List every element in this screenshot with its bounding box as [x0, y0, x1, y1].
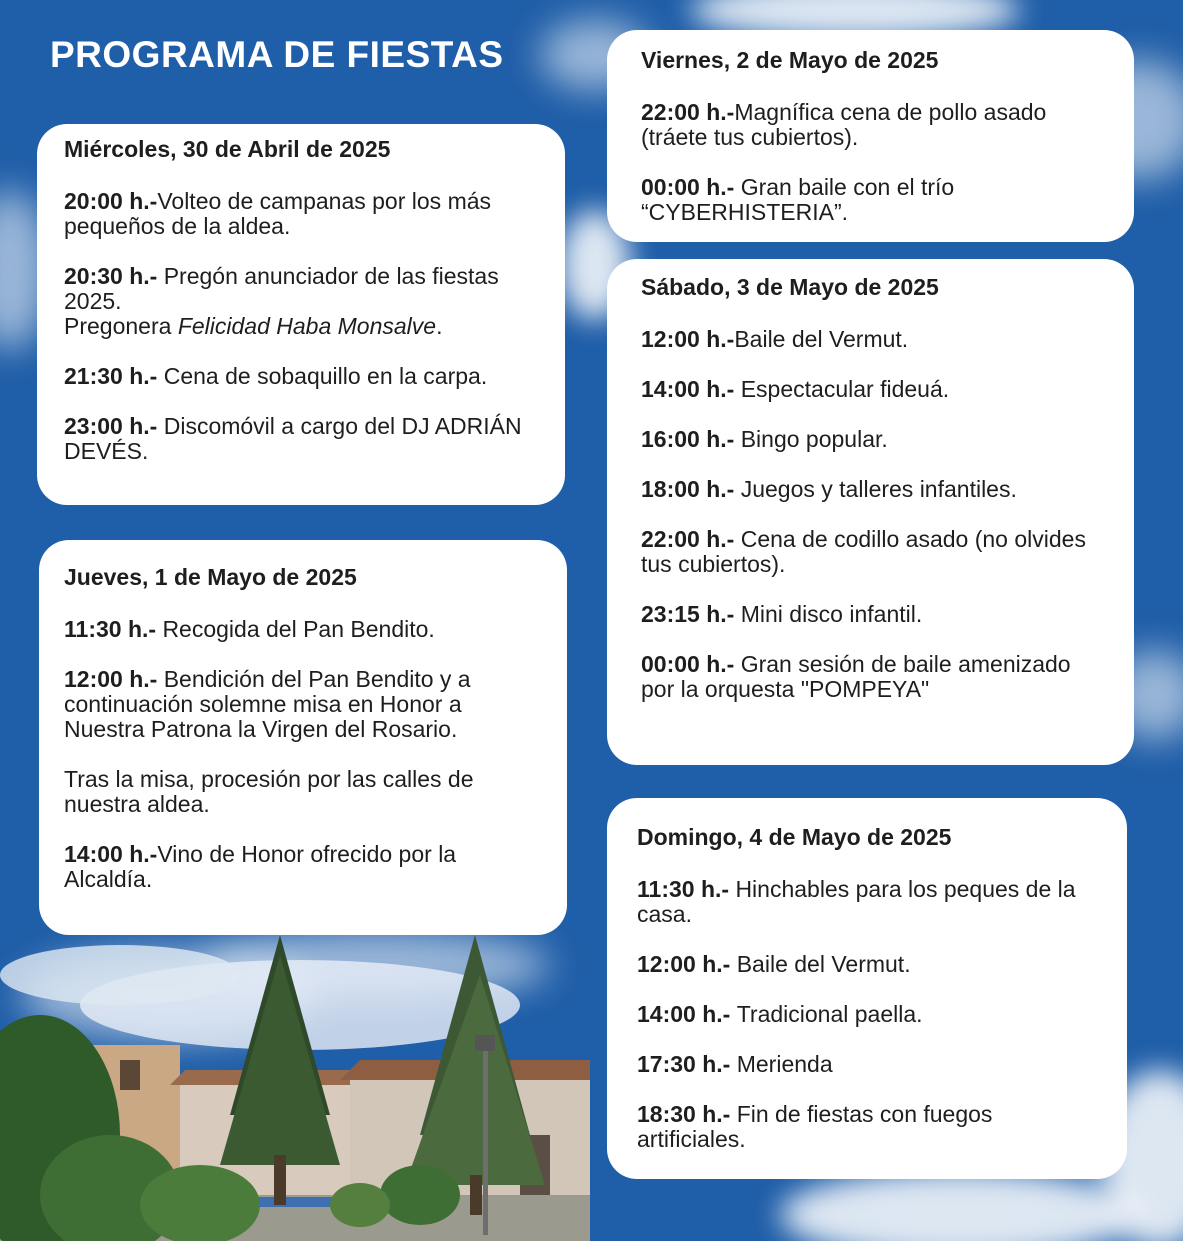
day-card-thursday	[39, 540, 567, 935]
event-item: 21:30 h.- Cena de sobaquillo en la carpa.	[64, 363, 488, 389]
event-item: 14:00 h.- Espectacular fideuá.	[641, 376, 950, 402]
event-item: 12:00 h.-Baile del Vermut.	[641, 326, 909, 352]
day-card-sunday	[607, 798, 1127, 1179]
event-item: 11:30 h.- Hinchables para los peques de la casa.	[637, 876, 1076, 927]
event-item: 18:00 h.- Juegos y talleres infantiles.	[641, 476, 1017, 502]
event-item: 11:30 h.- Recogida del Pan Bendito.	[64, 616, 435, 642]
event-item: 12:00 h.- Baile del Vermut.	[637, 951, 911, 977]
day-heading: Viernes, 2 de Mayo de 2025	[641, 47, 939, 73]
event-item: 20:00 h.-Volteo de campanas por los más pequeños de la aldea.	[64, 188, 492, 239]
event-item: 18:30 h.- Fin de fiestas con fuegos artificiales.	[637, 1101, 993, 1152]
event-item: 22:00 h.- Cena de codillo asado (no olvides tus cubiertos).	[641, 526, 1086, 577]
event-item: 23:00 h.- Discomóvil a cargo del DJ ADRIÁN DEVÉS.	[64, 413, 522, 464]
day-card-saturday	[607, 259, 1134, 765]
day-heading: Domingo, 4 de Mayo de 2025	[637, 824, 952, 850]
event-item: 12:00 h.- Bendición del Pan Bendito y a continuación solemne misa en Honor a Nuestra Patrona la Virgen del Rosario.	[64, 666, 471, 742]
page-title: PROGRAMA DE FIESTAS	[50, 34, 504, 75]
event-item: 00:00 h.- Gran baile con el trío “CYBERHISTERIA”.	[641, 174, 955, 225]
event-item: 20:30 h.- Pregón anunciador de las fiestas 2025. Pregonera Felicidad Haba Monsalve.	[64, 263, 499, 339]
event-item: 00:00 h.- Gran sesión de baile amenizado por la orquesta "POMPEYA"	[641, 651, 1071, 702]
event-item: 17:30 h.- Merienda	[637, 1051, 833, 1077]
day-heading: Miércoles, 30 de Abril de 2025	[64, 136, 391, 162]
event-item: 16:00 h.- Bingo popular.	[641, 426, 888, 452]
day-heading: Jueves, 1 de Mayo de 2025	[64, 564, 357, 590]
day-card-wednesday	[37, 124, 565, 505]
day-card-friday	[607, 30, 1134, 242]
event-item: 22:00 h.-Magnífica cena de pollo asado (tráete tus cubiertos).	[641, 99, 1047, 150]
day-heading: Sábado, 3 de Mayo de 2025	[641, 274, 939, 300]
event-item: 14:00 h.-Vino de Honor ofrecido por la Alcaldía.	[64, 841, 457, 892]
event-item: 14:00 h.- Tradicional paella.	[637, 1001, 923, 1027]
event-item: 23:15 h.- Mini disco infantil.	[641, 601, 923, 627]
event-item: Tras la misa, procesión por las calles de nuestra aldea.	[64, 766, 474, 817]
village-square-photo	[0, 935, 590, 1241]
